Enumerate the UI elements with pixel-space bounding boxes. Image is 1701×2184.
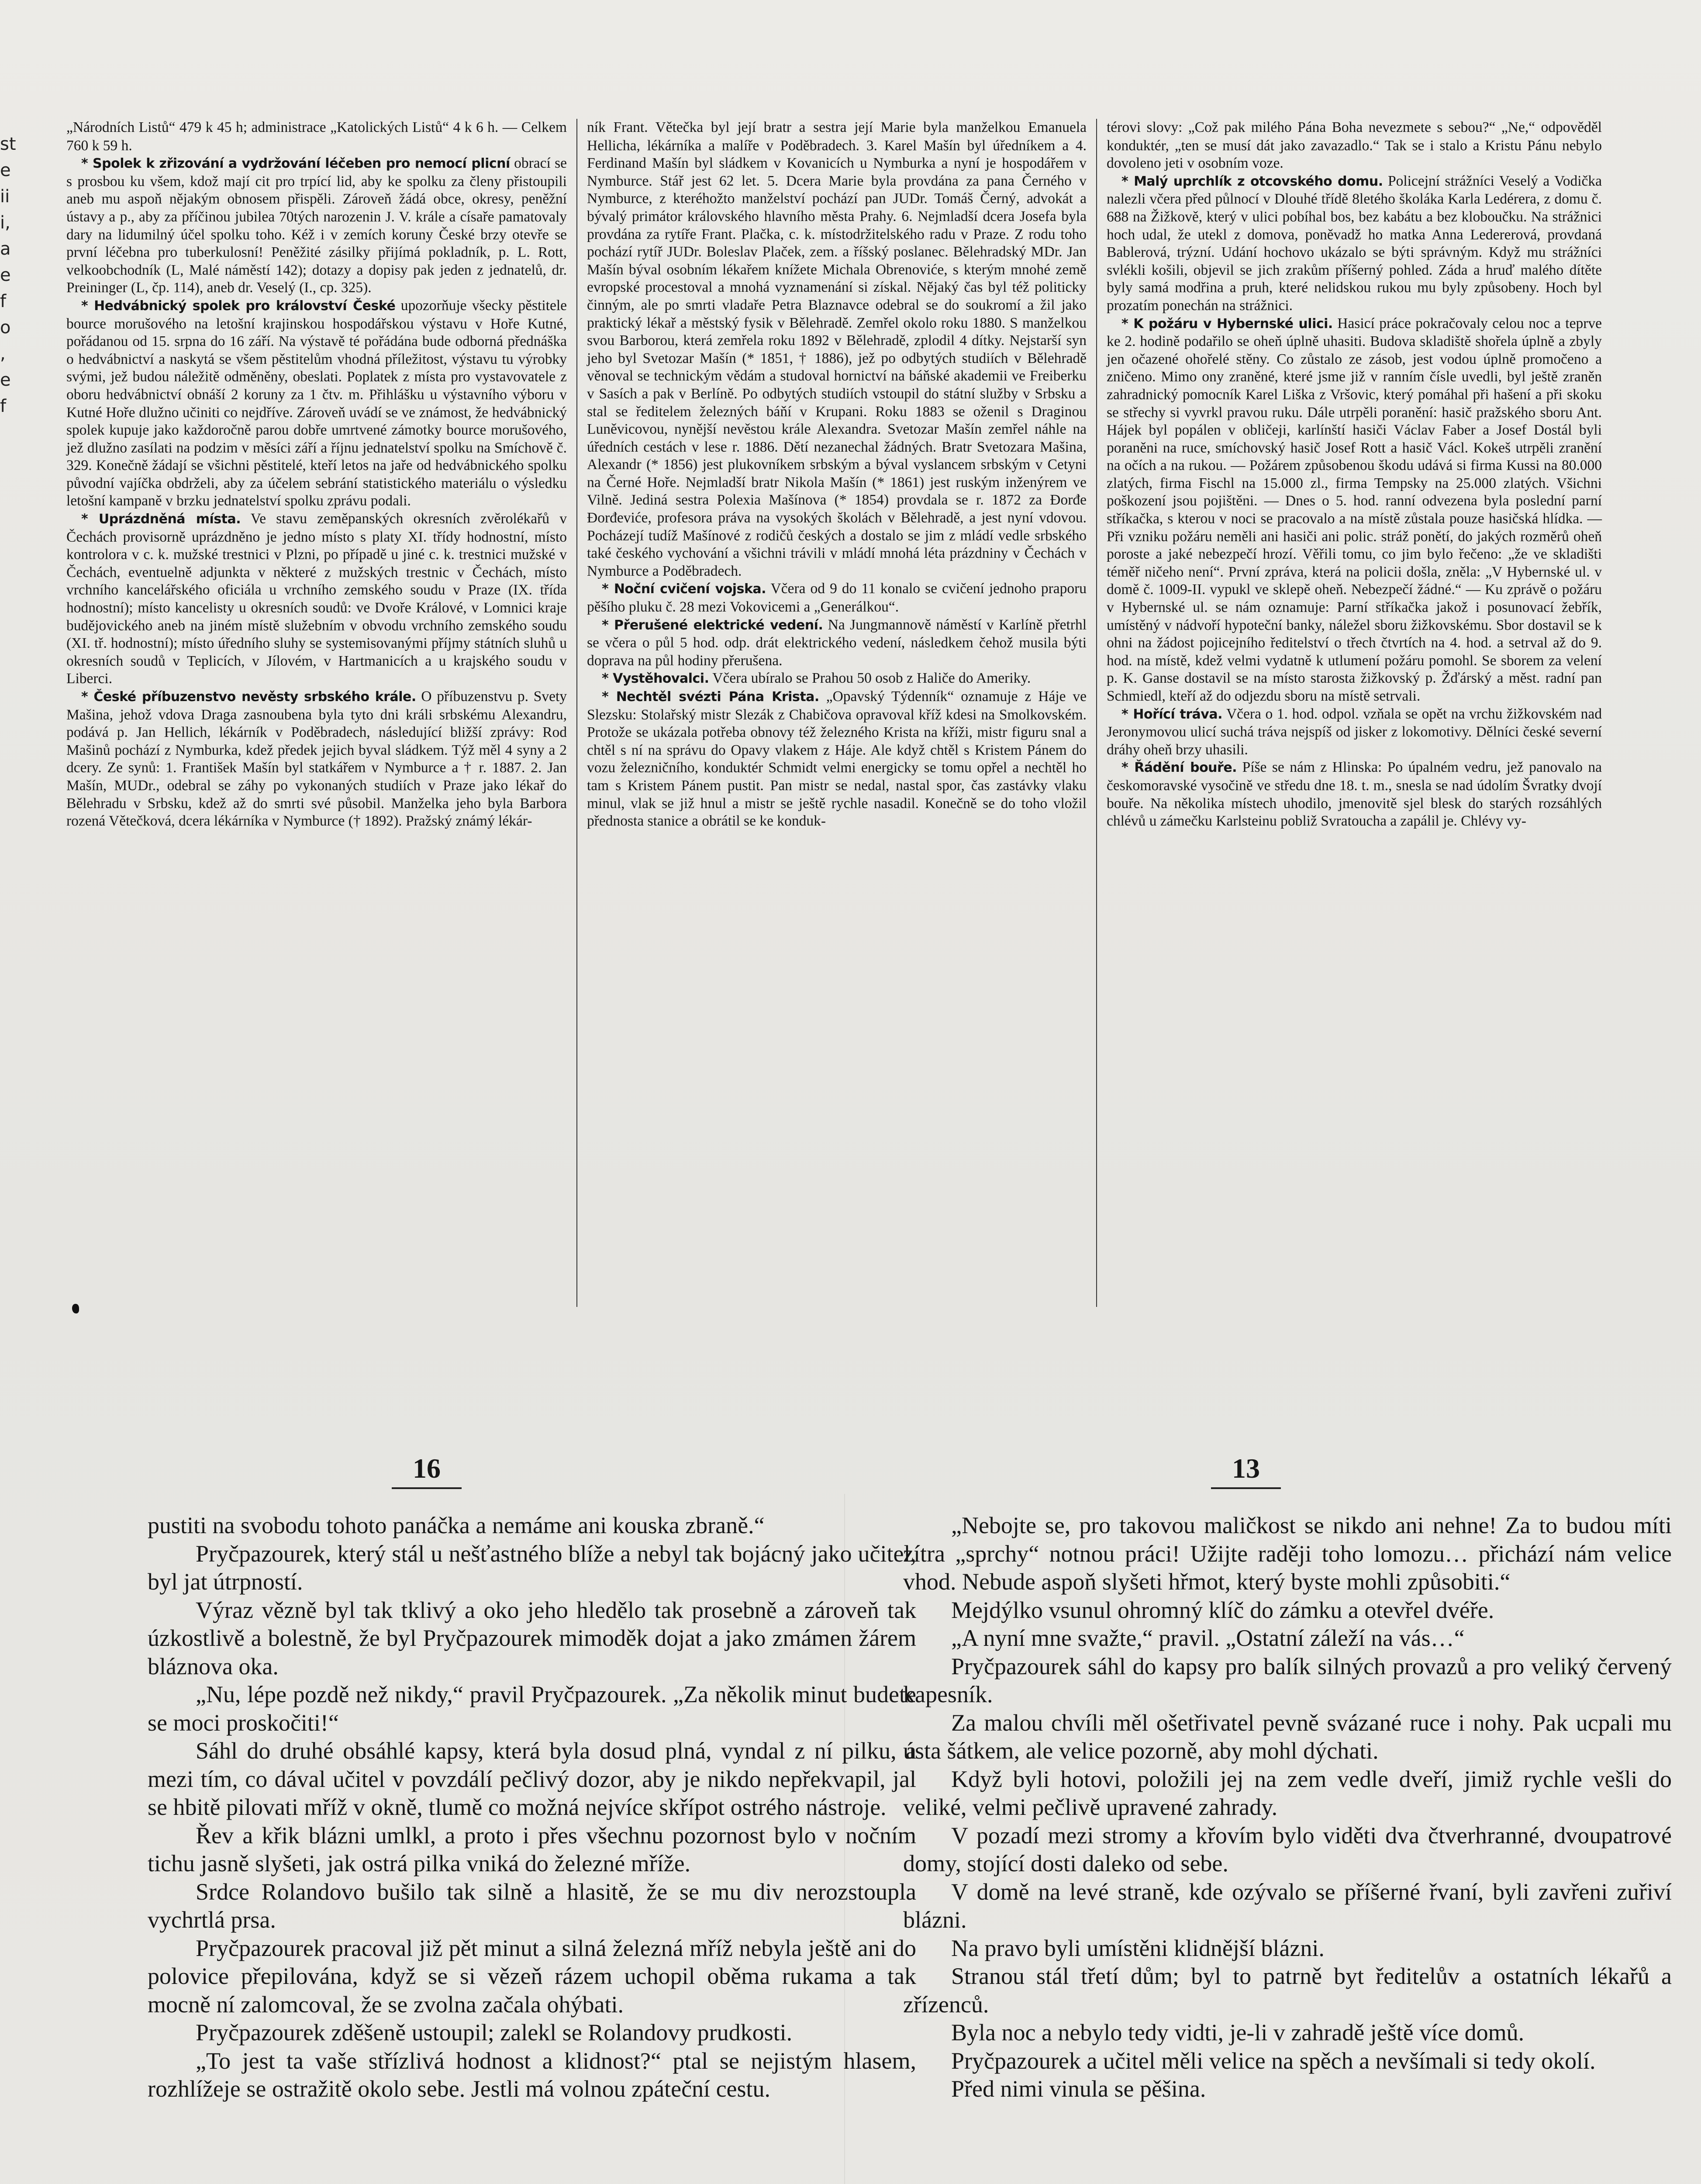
story-paragraph: Byla noc a nebylo tedy vidti, je-li v zahradě ještě více domů. (951, 2019, 1525, 2046)
news-column-1 (57, 119, 576, 1307)
news-columns (57, 119, 1611, 1307)
news-item: térovi slovy: „Což pak milého Pána Boha nevezmete s sebou?“ „Ne,“ odpověděl konduktér, „ten se musí dát jako zavazadlo.“ Tak se i stalo a Kristu Pánu nebylo dovoleno jeti v osobním voze. (1107, 119, 1602, 172)
story-paragraph: Pryčpazourek, který stál u nešťastného blíže a nebyl tak bojácný jako učitel, byl jat útrpností. (148, 1540, 916, 1595)
story-paragraph: Sáhl do druhé obsáhlé kapsy, která byla dosud plná, vyndal z ní pilku, a mezi tím, co dával učitel v povzdálí pečlivý dozor, aby je nikdo nepřekvapil, jal se hbitě pilovati mříž v okně, tlumě co možná nejvíce skřípot ostrého nástroje. (148, 1738, 916, 1820)
news-item: * Vystěhovalci. Včera ubíralo se Prahou 50 osob z Haliče do Ameriky. (602, 670, 1031, 687)
story-paragraph: Pryčpazourek pracoval již pět minut a silná železná mříž nebyla ještě ani do polovice přepilována, když se si vězeň rázem uchopil oběma rukama a tak mocně ní zalomcoval, že se zvolna začala ohýbati. (148, 1935, 916, 2018)
story-paragraph: Pryčpazourek zděšeně ustoupil; zalekl se Rolandovy prudkosti. (196, 2019, 793, 2046)
story-paragraph: V pozadí mezi stromy a křovím bylo viděti dva čtverhranné, dvoupatrové domy, stojící dosti daleko od sebe. (903, 1822, 1672, 1876)
page-number-rule (1211, 1487, 1281, 1489)
story-paragraph: pustiti na svobodu tohoto panáčka a nemáme ani kouska zbraně.“ (148, 1512, 765, 1538)
story-paragraph: „A nyní mne svažte,“ pravil. „Ostatní záleží na vás…“ (951, 1625, 1465, 1651)
story-paragraph: Stranou stál třetí dům; byl to patrně byt ředitelův a ostatních lékařů a zřízenců. (903, 1963, 1672, 2018)
ink-blot (72, 1304, 79, 1313)
story-paragraph: „To jest ta vaše střízlivá hodnost a klidnost?“ ptal se nejistým hlasem, rozhlížeje se ostražitě okolo sebe. Jestli má volnou zpáteční cestu. (148, 2047, 916, 2102)
page-number-left: 16 (392, 1452, 462, 1489)
edge-fragment: st e ii i, a e f o , e f (0, 134, 16, 416)
story-paragraph: Když byli hotovi, položili jej na zem vedle dveří, jimiž rychle vešli do veliké, velmi pečlivě upravené zahrady. (903, 1766, 1672, 1820)
news-item: * Noční cvičení vojska. Včera od 9 do 11 konalo se cvičení jednoho praporu pěšího pluku č. 28 mezi Vokovicemi a „Generálkou“. (587, 581, 1087, 615)
page-number-right: 13 (1211, 1452, 1281, 1489)
news-item: * Malý uprchlík z otcovského domu. Policejní strážníci Veselý a Vodička nalezli včera před půlnocí v Dlouhé třídě 8letého školáka Karla Ledérera, z domu č. 688 na Žižkově, který v ulici pobíhal bos, bez kabátu a bez kloboučku. Na strážnici hoch udal, že utekl z domova, poněvadž ho matka Anna Ledererová, provdaná Bablerová, trýzní. Udání hochovo ukázalo se býti správným. Když mu strážníci svlékli košili, objevil se jich zrakům příšerný pohled. Záda a hruď malého dítěte byly samá modřina a pruh, které nelidskou rukou mu byly způsobeny. Hoch byl prozatím ponechán na strážnici. (1107, 173, 1602, 314)
news-column-3 (1096, 119, 1611, 1307)
story-paragraph: „Nebojte se, pro takovou maličkost se nikdo ani nehne! Za to budou míti zítra „sprchy“ notnou práci! Užijte raději toho lomozu… přichází nám velice vhod. Nebude aspoň slyšeti hřmot, který byste mohli způsobiti.“ (903, 1512, 1672, 1595)
news-item: * Hedvábnický spolek pro království České upozorňuje všecky pěstitele bource morušového na letošní krajinskou hospodářskou výstavu v Hoře Kutné, pořádanou od 15. srpna do 16 září. Na výstavě té pořádána bude odborná přednáška o hedvábnictví a naskytá se všem pěstitelům vhodná příležitost, výstavu tu výrobky svými, jež budou náležitě odměněny, obeslati. Poplatek z místa pro vystavovatele z oboru hedvábnictví obnáší 2 koruny za 1 čtv. m. Přihlášku u výstavního výboru v Kutné Hoře dlužno učiniti co nejdříve. Zároveň uvádí se ve známost, že hedvábnický spolek kupuje jako každoročně parou dobře umrtvené zámotky bource morušového, jež dlužno zasílati na podzim v měsíci září a říjnu jednatelství spolku na Smíchově č. 329. Konečně žádají se všichni pěstitelé, kteří letos na jaře od hedvábnického spolku původní vajíčka obdrželi, aby za účelem sebrání statistického materiálu o výsledku letošní kampaně v brzku jednatelství spolku zprávu podali. (66, 297, 567, 509)
story-paragraph: Pryčpazourek sáhl do kapsy pro balík silných provazů a pro veliký červený kapesník. (903, 1653, 1672, 1707)
news-item: * Přerušené elektrické vedení. Na Jungmannově náměstí v Karlíně přetrhl se včera o půl 5 hod. odp. drát elektrického vedení, následkem čehož musila býti doprava na půl hodiny přerušena. (587, 616, 1087, 669)
story-paragraph: Mejdýlko vsunul ohromný klíč do zámku a otevřel dvéře. (951, 1597, 1494, 1623)
story-page-left (148, 1511, 916, 2184)
news-item: * Uprázdněná místa. Ve stavu zeměpanských okresních zvěrolékařů v Čechách provisorně uprázdněno je jedno místo s platy XI. třídy hodnostní, místo kontrolora v c. k. mužské trestnici v Plzni, po případě u jiné c. k. trestnici mužské v Čechách, eventuelně adjunkta v některé z mužských trestnic v Čechách, místo vrchního kancelářského oficiála u vrchního zemského soudu v Praze (IX. třída hodnostní); místo kancelisty u okresních soudů: ve Dvoře Králové, v Lomnici kraje budějovického aneb na jiném místě služebním v obvodu vrchního zemského soudu (XI. tř. hodnostní); místo úředního sluhy se systemisovanými příjmy státních sluhů u okresních soudů v Teplicích, v Jílovém, v Hartmanicích a u krajského soudu v Liberci. (66, 511, 567, 687)
story-paragraph: Pryčpazourek a učitel měli velice na spěch a nevšímali si tedy okolí. (951, 2047, 1596, 2074)
news-column-2 (576, 119, 1096, 1307)
story-paragraph: Na pravo byli umístěni klidnější blázni. (951, 1935, 1325, 1961)
news-item: * K požáru v Hybernské ulici. Hasicí práce pokračovaly celou noc a teprve ke 2. hodině podařilo se oheň úplně uhasiti. Budova skladiště shořela úplně a zbyly jen očazené ohořelé stěny. Co zůstalo ze zásob, jest vodou úplně promočeno a zničeno. Mimo ony zraněné, které jsme již v ranním čísle uvedli, byl ještě zraněn zahradnický pomocník Karel Liška z Vršovic, který pomáhal při hašení a při skoku se střechy si vyvrkl pravou ruku. Dále utrpěli poranění: hasič pražského sboru Ant. Hájek byl popálen v obličeji, karlínští hasiči Václav Faber a Josef Dostál byli poraněni na ruce, smíchovský hasič Josef Rott a hasič Václ. Kokeš utrpěli zranění na očích a na rukou. — Požárem způsobenou škodu udává si firma Kussi na 80.000 zlatých, firma Fischl na 15.000 zl., firma Tempsky na 25.000 zlatých. Všichni poškození jsou pojištěni. — Dnes o 5. hod. ranní odvezena byla poslední parní stříkačka, s kterou v noci se pracovalo a na místě zůstala pouze hasičská hlídka. — Při vzniku požáru neměli ani hasiči ani polic. stráž ponětí, do jakých rozměrů oheň poroste a jaké nebezpečí hrozí. Věřili tomu, co jim bylo řečeno: „že ve skladišti téměř ničeho není“. První zpráva, která na policii došla, zněla: „V Hybernské ul. v domě č. 1009-II. vypukl ve sklepě oheň. Nebezpečí žádné.“ — Ku zprávě o požáru v Hybernské ul. se nám oznamuje: Parní stříkačka jakož i posunovací žebřík, umístěný v nádvoří hypoteční banky, náležel sboru žižkovskému. Sbor dostavil se k ohni na žádost pojicejního ředitelství o třech čtvrtích na 4. hod. a setrval až do 9. hod. na místě, kdež velmi vydatně k utlumení požáru pomohl. Se sborem za velení p. K. Ganse dostavil se na místo starosta žižkovský p. Žďárský a měst. radní pan Schmiedl, kteří až do odjezdu sboru na místě setrvali. (1107, 315, 1602, 704)
story-paragraph: Výraz vězně byl tak tklivý a oko jeho hledělo tak prosebně a zároveň tak úzkostlivě a bolestně, že byl Pryčpazourek mimoděk dojat a jako zmámen žárem bláznova oka. (148, 1597, 916, 1679)
story-paragraph: Řev a křik blázni umlkl, a proto i přes všechnu pozornost bylo v nočním tichu jasně slyšeti, jak ostrá pilka vniká do železné mříže. (148, 1822, 916, 1876)
story-page-right (903, 1511, 1672, 2184)
story-paragraph: Za malou chvíli měl ošetřivatel pevně svázané ruce i nohy. Pak ucpali mu ústa šátkem, ale velice pozorně, aby mohl dýchati. (903, 1709, 1672, 1764)
news-item: * České příbuzenstvo nevěsty srbského krále. O příbuzenstvu p. Svety Mašina, jehož vdova Draga zasnoubena byla tyto dni králi srbskému Alexandru, podává p. Jan Hellich, lékárník v Poděbradech, následující bližší zprávy: Rod Mašinů pochází z Nymburka, kdež předek jejich byval sládkem. Týž měl 4 syny a 2 dcery. Ze synů: 1. František Mašín byl statkářem v Nymburce a † r. 1887. 2. Jan Mašín, MUDr., odebral se záhy po vykonaných studiích v Praze jako lékař do Bělehradu v Srbsku, kdež až do smrti své působil. Manželka jeho byla Barbora rozená Větečková, dcera lékárníka v Nymburce († 1892). Pražský známý lékár- (66, 688, 567, 829)
story-paragraph: „Nu, lépe pozdě než nikdy,“ pravil Pryčpazourek. „Za několik minut budete se moci proskočiti!“ (148, 1681, 916, 1736)
story-paragraph: V domě na levé straně, kde ozývalo se příšerné řvaní, byli zavřeni zuřiví blázni. (903, 1878, 1672, 1933)
news-item: * Hořící tráva. Včera o 1. hod. odpol. vzňala se opět na vrchu žižkovském nad Jeronymovou ulicí suchá tráva nejspíš od jisker z lokomotivy. Dělníci české severní dráhy oheň brzy uhasili. (1107, 705, 1602, 758)
story-paragraph: Srdce Rolandovo bušilo tak silně a hlasitě, že se mu div nerozstoupla vychrtlá prsa. (148, 1878, 916, 1933)
news-item: * Nechtěl svézti Pána Krista. „Opavský Týdenník“ oznamuje z Háje ve Slezsku: Stolařský mistr Slezák z Chabičova opravoval kříž kdesi na Smolkovském. Protože se ukázala potřeba obnovy též železného Krista na kříži, mistr figuru snal a chtěl s ní na správu do Opavy vlakem z Háje. Ale když chtěl s Kristem Pánem do vozu železničního, konduktér Schmidt velmi energicky se tomu opřel a nechtěl ho tam s Kristem Pánem pustit. Pan mistr se nedal, nastal spor, čas zastávky vlaku minul, vlak se již hnul a mistr se ještě rychle nasadil. Konečně se do toho vložil přednosta stanice a obrátil se ke konduk- (587, 688, 1087, 829)
story-paragraph: Před nimi vinula se pěšina. (951, 2076, 1206, 2102)
news-item: ník Frant. Větečka byl její bratr a sestra její Marie byla manželkou Emanuela Hellicha, lékárníka a malíře v Poděbradech. 3. Karel Mašín byl úředníkem a 4. Ferdinand Mašín byl sládkem v Kovanicích u Nymburka a nyní je hospodářem v Nymburce. Stář jest 62 let. 5. Dcera Marie byla provdána za pana Černého v Nymburce, z kteréhožto manželství pochází pan JUDr. Tomáš Černý, advokát a bývalý primátor královského hlavního města Prahy. 6. Nejmladší dcera Josefa byla provdána za rytíře Frant. Plačka, c. k. místodržitelského radu v Praze. Z rodu toho pochází rytíř JUDr. Boleslav Plaček, zem. a říšský poslanec. Bělehradský MDr. Jan Mašín býval osobním lékařem knížete Michala Obrenoviće, s kterým mnohé země evropské procestoval a mnohá vyznamenání si získal. Nějaký čas byl též politicky činným, ale po smrti vladaře Petra Blaznavce odebral se do soukromí a žil jako praktický lékař a městský fysik v Bělehradě. Zemřel okolo roku 1880. S manželkou svou Barborou, která zemřela roku 1892 v Bělehradě, zplodil 4 dítky. Nejstarší syn jeho byl Svetozar Mašín (* 1851, † 1886), jež po odbytých studiích v Bělehradě věnoval se technickým vědám a studoval hornictví na báňské akademii ve Freiberku v Sasích a pak v Berlíně. Po odbytých studiích vstoupil do státní služby v Srbsku a stal se ředitelem železných báňí v Krupani. Roku 1883 se oženil s Draginou Luněvicovou, nynější nevěstou krále Alexandra. Svetozar Mašín zemřel náhle na úředních cestách v lese r. 1886. Dětí nezanechal žádných. Bratr Svetozara Mašina, Alexandr (* 1856) jest plukovníkem srbským a býval vyslancem srbským v Cetyni na Černé Hoře. Nejmladší bratr Nikola Mašín (* 1861) jest ruským inženýrem ve Vilně. Jediná sestra Polexia Mašínova (* 1854) provdala se r. 1872 za Đorđe Đorđeviće, profesora práva na vysokých školách v Bělehradě, a jest nyní vdovou. Pocházejí tudíž Mašínové z rodičů českých a dostalo se jim z mládí vedle srbského také českého vychování a všichni trávili v mládí mnohá léta prázdniny v Čechách v Nymburce a Poděbradech. (587, 119, 1087, 579)
news-item: * Řádění bouře. Píše se nám z Hlinska: Po úpalném vedru, jež panovalo na českomoravské vysočině ve středu dne 18. t. m., snesla se nad údolím Švratky dvojí bouře. Na několika místech uhodilo, jmenovitě sjel blesk do starých rozsáhlých chlévů u zámečku Karlsteinu pobliž Svratoucha a zapálil je. Chlévy vy- (1107, 759, 1602, 829)
page-number-rule (392, 1487, 462, 1489)
news-item: „Národních Listů“ 479 k 45 h; administrace „Katolických Listů“ 4 k 6 h. — Celkem 760 k 59 h. (66, 119, 567, 154)
news-item: * Spolek k zřizování a vydržování léčeben pro nemocí plicní obrací se s prosbou ku všem, kdož mají cit pro trpící lid, aby ke spolku za členy přistoupili aneb mu aspoň nějakým obnosem přispěli. Zároveň žádá obce, okresy, peněžní ústavy a p., aby za příčinou jubilea 70tých narozenin J. V. krále a císaře pamatovaly dary na lidumilný účel spolku toho. Kéž i v zemích koruny České brzy otevře se první léčebna pro tuberkulosní! Peněžité zásilky přijímá pokladník, p. L. Rott, velkoobchodník (L, Malé náměstí 142); dotazy a dopisy pak jeden z jednatelů, dr. Preininger (L, čp. 114), aneb dr. Veselý (I., cp. 325). (66, 155, 567, 296)
